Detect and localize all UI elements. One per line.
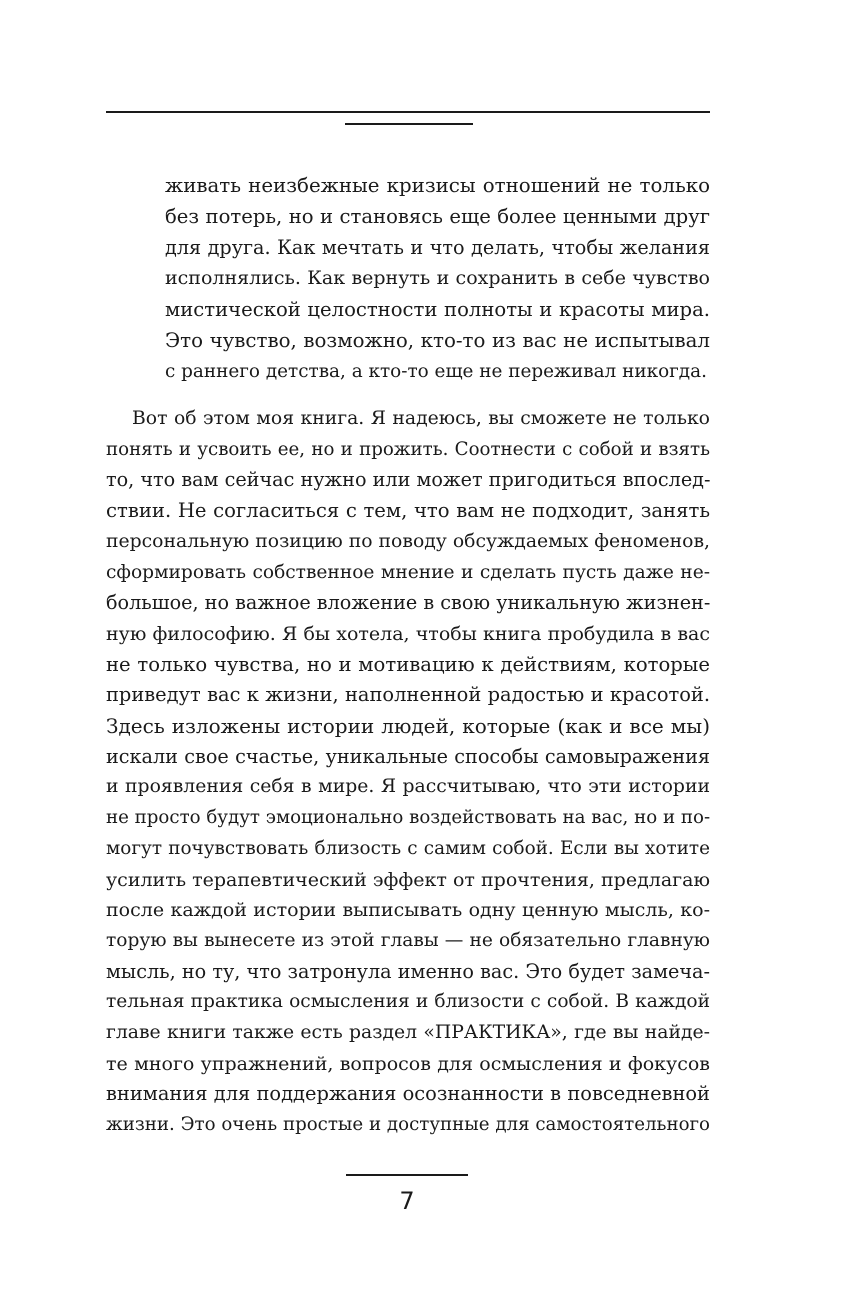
text-line: мистической целостности полноты и красоты мира. [165, 298, 710, 321]
text-line: сформировать собственное мнение и сделать пусть даже не- [106, 561, 710, 583]
text-line: внимания для поддержания осознанности в повседневной [106, 1082, 710, 1106]
text-line: понять и усвоить ее, но и прожить. Соотнести с собой и взять [106, 438, 710, 460]
text-line: торую вы вынесете из этой главы — не обязательно главную [106, 929, 710, 951]
text-line: искали свое счастье, уникальные способы самовыражения [106, 744, 710, 768]
text-line: главе книги также есть раздел «ПРАКТИКА», где вы найде- [106, 1022, 710, 1044]
text-line: Вот об этом моя книга. Я надеюсь, вы сможете не только [132, 408, 710, 429]
text-line: и проявления себя в мире. Я рассчитываю, что эти истории [106, 776, 710, 798]
footer-rule [346, 1174, 468, 1176]
text-line: приведут вас к жизни, наполненной радостью и красотой. [106, 683, 710, 707]
text-line: Это чувство, возможно, кто-то из вас не испытывал [165, 329, 710, 352]
text-line: тельная практика осмысления и близости с собой. В каждой [106, 991, 710, 1013]
text-line: после каждой истории выписывать одну ценную мысль, ко- [106, 899, 710, 922]
text-line: без потерь, но и становясь еще более ценными друг [165, 205, 710, 228]
text-line: живать неизбежные кризисы отношений не только [165, 174, 710, 197]
indented-paragraph [165, 170, 710, 387]
text-line: персональную позицию по поводу обсуждаемых феноменов, [106, 530, 711, 552]
text-line: жизни. Это очень простые и доступные для самостоятельного [106, 1114, 710, 1136]
page-number: 7 [399, 1187, 415, 1215]
header-rule-short [345, 123, 473, 125]
text-line: могут почувствовать близость с самим собой. Если вы хотите [106, 837, 710, 859]
text-line: мысль, но ту, что затронула именно вас. Это будет замеча- [106, 959, 710, 983]
text-line: ную философию. Я бы хотела, чтобы книга пробудила в вас [106, 622, 710, 645]
text-line: то, что вам сейчас нужно или может пригодиться впослед- [106, 468, 711, 492]
text-line: Здесь изложены истории людей, которые (как и все мы) [106, 714, 710, 739]
text-line: не просто будут эмоционально воздействовать на вас, но и по- [106, 807, 711, 829]
text-line: большое, но важное вложение в свою уникальную жизнен- [106, 591, 711, 615]
header-rule-long [106, 111, 710, 113]
text-line: с раннего детства, а кто-то еще не переживал никогда. [165, 361, 707, 382]
text-line: те много упражнений, вопросов для осмысления и фокусов [106, 1052, 710, 1075]
body-paragraph [106, 404, 710, 1141]
text-line: для друга. Как мечтать и что делать, чтобы желания [165, 236, 710, 259]
text-line: исполнялись. Как вернуть и сохранить в себе чувство [165, 267, 710, 289]
text-line: усилить терапевтический эффект от прочтения, предлагаю [106, 868, 710, 891]
text-line: ствии. Не согласиться с тем, что вам не подходит, занять [106, 499, 710, 523]
text-line: не только чувства, но и мотивацию к действиям, которые [106, 652, 710, 676]
